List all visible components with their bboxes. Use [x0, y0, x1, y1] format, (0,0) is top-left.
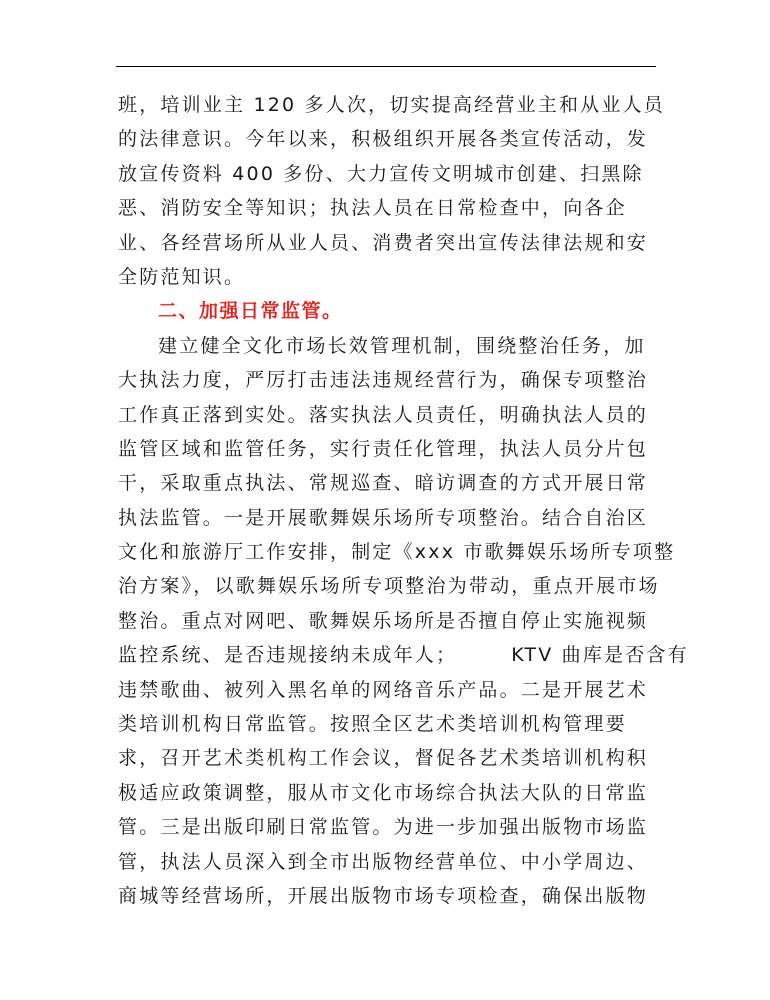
- paragraph-line: 业、各经营场所从业人员、消费者突出宣传法律法规和安: [118, 231, 649, 254]
- paragraph-line: 全防范知识。: [118, 265, 246, 288]
- line-left-text: 监控系统、是否违规接纳未成年人；: [118, 644, 458, 667]
- document-body: [118, 88, 689, 913]
- paragraph-line: 执法监管。一是开展歌舞娱乐场所专项整治。结合自治区: [118, 506, 649, 529]
- line-right-text: KTV 曲库是否含有: [511, 644, 689, 667]
- section-heading: 二、加强日常监管。: [158, 300, 343, 323]
- paragraph-line: 干，采取重点执法、常规巡查、暗访调查的方式开展日常: [118, 472, 649, 495]
- paragraph-line-split: [118, 638, 689, 672]
- paragraph-line: 班，培训业主 120 多人次，切实提高经营业主和从业人员: [118, 94, 665, 116]
- paragraph-line: 求，召开艺术类机构工作会议，督促各艺术类培训机构积: [118, 747, 649, 770]
- paragraph-line: 极适应政策调整，服从市文化市场综合执法大队的日常监: [118, 781, 649, 804]
- paragraph-1: [118, 88, 663, 294]
- paragraph-2: [118, 329, 689, 914]
- paragraph-line: 建立健全文化市场长效管理机制，围绕整治任务，加: [158, 334, 646, 357]
- paragraph-line: 恶、消防安全等知识；执法人员在日常检查中，向各企: [118, 197, 627, 220]
- paragraph-line: 文化和旅游厅工作安排，制定《xxx 市歌舞娱乐场所专项整: [118, 541, 676, 564]
- paragraph-line: 类培训机构日常监管。按照全区艺术类培训机构管理要: [118, 713, 627, 736]
- paragraph-line: 整治。重点对网吧、歌舞娱乐场所是否擅自停止实施视频: [118, 609, 649, 632]
- paragraph-line: 监管区域和监管任务，实行责任化管理，执法人员分片包: [118, 437, 649, 460]
- header-rule: [116, 66, 656, 67]
- paragraph-line: 的法律意识。今年以来，积极组织开展各类宣传活动，发: [118, 128, 649, 151]
- paragraph-line: 管，执法人员深入到全市出版物经营单位、中小学周边、: [118, 850, 649, 873]
- paragraph-line: 管。三是出版印刷日常监管。为进一步加强出版物市场监: [118, 816, 649, 839]
- paragraph-line: 大执法力度，严厉打击违法违规经营行为，确保专项整治: [118, 369, 649, 392]
- paragraph-line: 违禁歌曲、被列入黑名单的网络音乐产品。二是开展艺术: [118, 678, 649, 701]
- paragraph-line: 放宣传资料 400 多份、大力宣传文明城市创建、扫黑除: [118, 162, 644, 185]
- paragraph-line: 工作真正落到实处。落实执法人员责任，明确执法人员的: [118, 403, 649, 426]
- paragraph-line: 商城等经营场所，开展出版物市场专项检查，确保出版物: [118, 884, 649, 907]
- paragraph-line: 治方案》，以歌舞娱乐场所专项整治为带动，重点开展市场: [118, 575, 660, 598]
